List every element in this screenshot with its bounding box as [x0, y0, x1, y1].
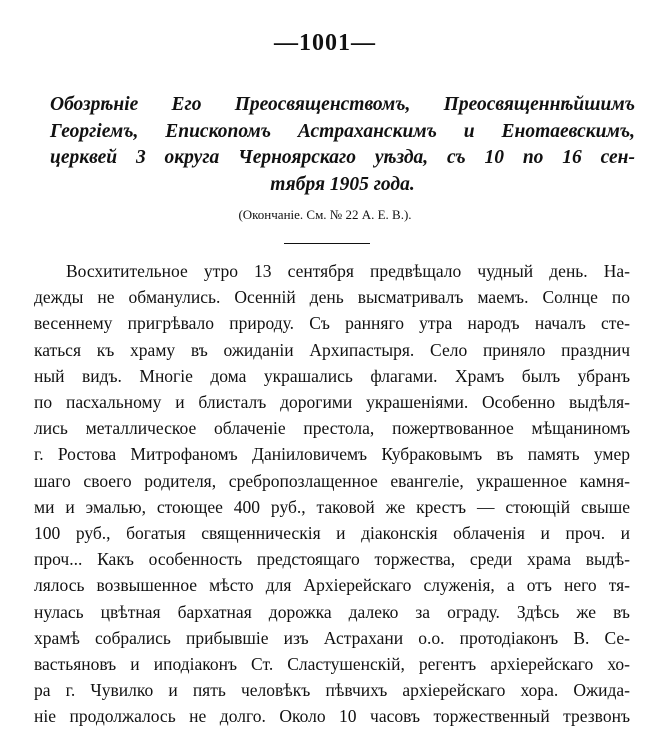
- title-line: тября 1905 года.: [270, 173, 415, 195]
- body-line: лись металлическое облаченіе престола, пожертвованное мѣщаниномъ: [34, 418, 630, 439]
- title-line: Обозрѣніе Его Преосвященствомъ, Преосвященнѣйшимъ: [50, 94, 635, 115]
- body-line: нулась цвѣтная бархатная дорожка далеко за ограду. Здѣсь же въ: [34, 601, 630, 622]
- body-line: вастьяновъ и иподіаконъ Ст. Сластушенскій, регентъ архіерейскаго хо-: [34, 654, 630, 675]
- body-line: весеннему пригрѣвало природу. Съ ранняго утра народъ началъ сте-: [34, 313, 630, 334]
- body-line: г. Ростова Митрофаномъ Даніиловичемъ Кубраковымъ въ память умер: [34, 444, 630, 465]
- body-line: проч... Какъ особенность предстоящаго торжества, среди храма выдѣ-: [34, 549, 630, 570]
- body-line: ми и эмалью, стоющее 400 руб., таковой же крестъ — стоющій свыше: [34, 496, 630, 517]
- body-line: лялось возвышенное мѣсто для Архіерейскаго служенія, а отъ него тя-: [34, 575, 630, 596]
- article-subtitle: (Окончаніе. См. № 22 А. Е. В.).: [238, 207, 412, 222]
- article-body: [34, 258, 630, 730]
- body-line: храмѣ собрались прибывшіе изъ Астрахани о.о. протодіаконъ В. Се-: [34, 627, 630, 648]
- body-line: ніе продолжалось не долго. Около 10 часовъ торжественный трезвонъ: [34, 706, 630, 727]
- title-line: Георгіемъ, Епископомъ Астраханскимъ и Енотаевскимъ,: [50, 120, 635, 142]
- body-line: ра г. Чувилко и пять человѣкъ пѣвчихъ архіерейскаго хора. Ожида-: [34, 680, 630, 701]
- title-line: церквей 3 округа Черноярскаго уѣзда, съ 10 по 16 сен-: [50, 147, 635, 168]
- body-line: по пасхальному и блисталъ дорогими украшеніями. Особенно выдѣля-: [34, 392, 630, 413]
- body-line: каться къ храму въ ожиданіи Архипастыря. Село приняло празднич: [34, 339, 630, 360]
- body-line: Восхитительное утро 13 сентября предвѣщало чудный день. На-: [66, 261, 630, 281]
- body-line: дежды не обманулись. Осеннiй день высматривалъ маемъ. Солнце по: [34, 287, 630, 308]
- body-line: шаго своего родителя, сребропозлащенное евангеліе, украшенное камня-: [34, 470, 630, 491]
- article-title: [50, 92, 635, 198]
- page-number: —1001—: [274, 30, 376, 56]
- body-line: ный видъ. Многіе дома украшались флагами. Храмъ былъ убранъ: [34, 365, 630, 386]
- body-line: 100 руб., богатыя священническія и діаконскія облаченія и проч. и: [34, 523, 630, 544]
- divider-rule: [284, 243, 370, 244]
